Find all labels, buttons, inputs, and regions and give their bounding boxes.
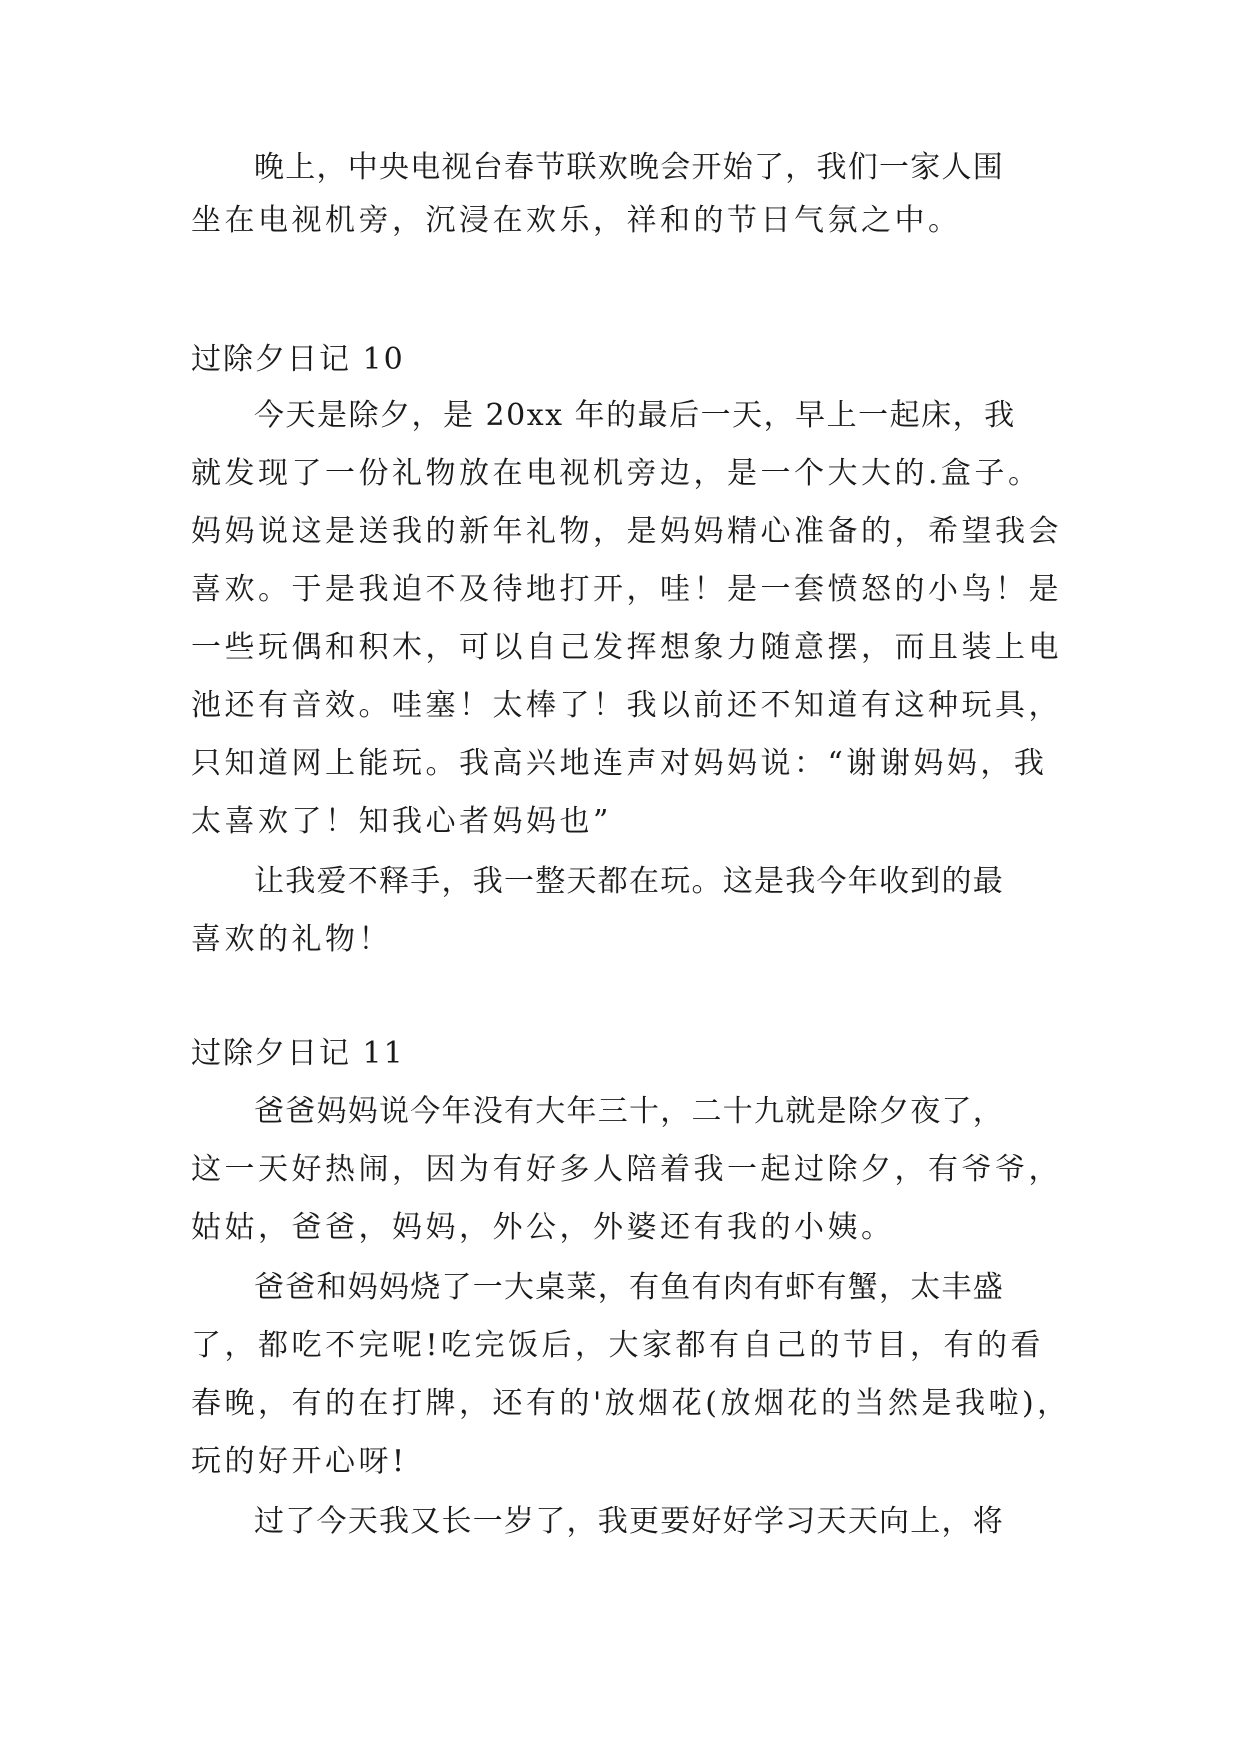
section-title: 过除夕日记 10	[191, 342, 405, 377]
paragraph-line: 过了今天我又长一岁了，我更要好好学习天天向上，将	[254, 1504, 1004, 1539]
paragraph-line: 妈妈说这是送我的新年礼物，是妈妈精心准备的，希望我会	[191, 514, 1062, 549]
paragraph-line: 坐在电视机旁，沉浸在欢乐，祥和的节日气氛之中。	[191, 203, 962, 238]
paragraph-line: 爸爸和妈妈烧了一大桌菜，有鱼有肉有虾有蟹，太丰盛	[254, 1270, 1004, 1305]
paragraph-line: 了，都吃不完呢!吃完饭后，大家都有自己的节目，有的看	[191, 1328, 1045, 1363]
paragraph-line: 就发现了一份礼物放在电视机旁边，是一个大大的.盒子。	[191, 456, 1042, 491]
paragraph-line: 姑姑，爸爸，妈妈，外公，外婆还有我的小姨。	[191, 1210, 895, 1245]
paragraph-line: 喜欢。于是我迫不及待地打开，哇！是一套愤怒的小鸟！是	[191, 572, 1062, 607]
paragraph-line: 喜欢的礼物！	[191, 922, 392, 957]
paragraph-line: 今天是除夕，是 20xx 年的最后一天，早上一起床，我	[254, 398, 1016, 433]
paragraph-line: 玩的好开心呀!	[191, 1444, 408, 1479]
paragraph-line: 让我爱不释手，我一整天都在玩。这是我今年收到的最	[254, 864, 1004, 899]
paragraph-line: 爸爸妈妈说今年没有大年三十，二十九就是除夕夜了，	[254, 1094, 1004, 1129]
paragraph-line: 晚上，中央电视台春节联欢晚会开始了，我们一家人围	[254, 150, 1004, 185]
paragraph-line: 春晚，有的在打牌，还有的'放烟花(放烟花的当然是我啦)，	[191, 1386, 1071, 1421]
paragraph-line: 这一天好热闹，因为有好多人陪着我一起过除夕，有爷爷，	[191, 1152, 1062, 1187]
paragraph-line: 太喜欢了！知我心者妈妈也”	[191, 804, 612, 839]
section-title: 过除夕日记 11	[191, 1036, 405, 1071]
paragraph-line: 池还有音效。哇塞！太棒了！我以前还不知道有这种玩具，	[191, 688, 1062, 723]
paragraph-line: 只知道网上能玩。我高兴地连声对妈妈说：“谢谢妈妈，我	[191, 746, 1048, 781]
paragraph-line: 一些玩偶和积木，可以自己发挥想象力随意摆，而且装上电	[191, 630, 1062, 665]
